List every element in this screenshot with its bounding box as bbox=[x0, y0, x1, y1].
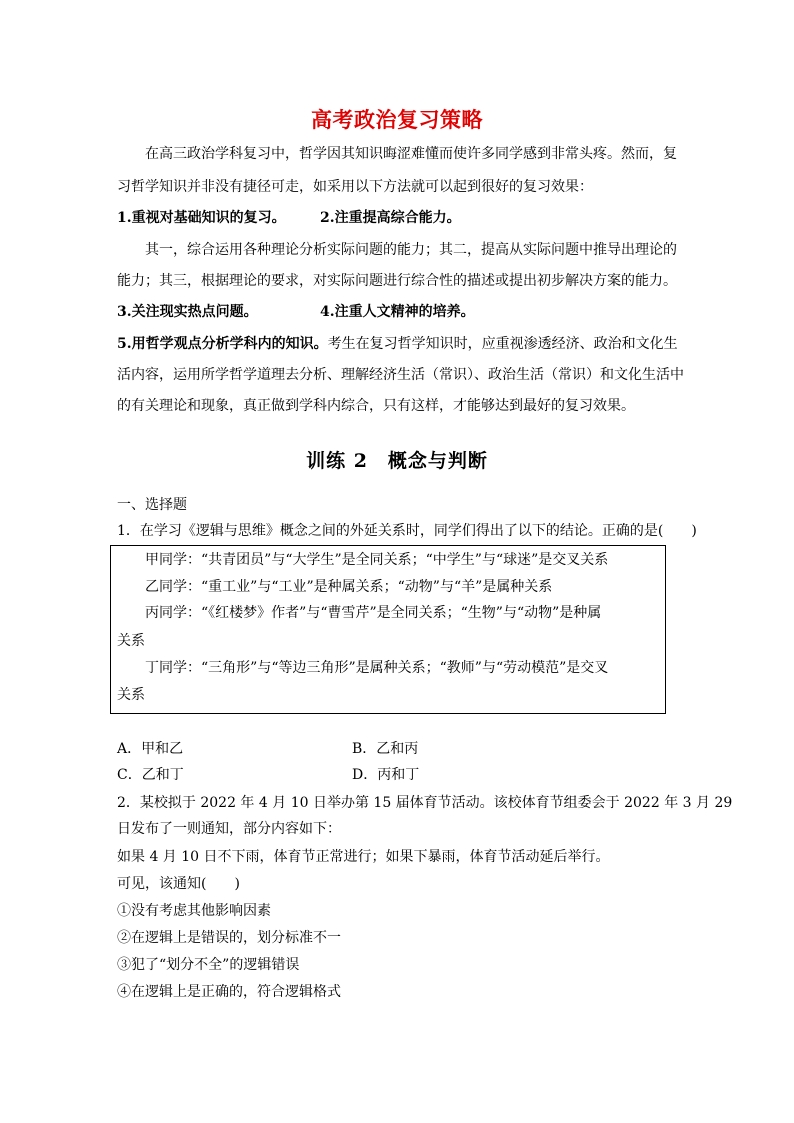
statement-bing: 丙同学：“《红楼梦》作者”与“曹雪芹”是全同关系；“生物”与“动物”是种属 bbox=[145, 605, 602, 621]
point-5-heading: 5.用哲学观点分析学科内的知识。 bbox=[117, 336, 328, 352]
question-2-stem-line-2: 日发布了一则通知，部分内容如下： bbox=[117, 821, 341, 837]
statement-jia: 甲同学：“共青团员”与“大学生”是全同关系；“中学生”与“球迷”是交叉关系 bbox=[145, 552, 609, 568]
section-heading: 一、选择题 bbox=[117, 497, 187, 513]
question-2-item-1: ①没有考虑其他影响因素 bbox=[117, 903, 271, 919]
question-2-notice: 如果 4 月 10 日不下雨，体育节正常进行；如果下暴雨，体育节活动延后举行。 bbox=[117, 849, 610, 865]
point-5-text: 考生在复习哲学知识时，应重视渗透经济、政治和文化生 bbox=[327, 336, 678, 352]
point-4: 4.注重人文精神的培养。 bbox=[320, 304, 475, 320]
question-2-item-4: ④在逻辑上是正确的，符合逻辑格式 bbox=[117, 984, 341, 1000]
point-2-detail-line-1: 其一，综合运用各种理论分析实际问题的能力；其二，提高从实际问题中推导出理论的 bbox=[145, 242, 677, 258]
intro-line-1: 在高三政治学科复习中，哲学因其知识晦涩难懂而使许多同学感到非常头疼。然而，复 bbox=[145, 146, 677, 162]
statement-ding: 丁同学：“三角形”与“等边三角形”是属种关系；“教师”与“劳动模范”是交叉 bbox=[145, 660, 609, 676]
point-5-line-1 bbox=[117, 335, 678, 353]
strategy-title: 高考政治复习策略 bbox=[311, 108, 483, 132]
intro-line-2: 习哲学知识并非没有捷径可走，如采用以下方法就可以起到很好的复习效果： bbox=[117, 179, 593, 195]
training-title: 训练 2 概念与判断 bbox=[306, 450, 488, 472]
option-a[interactable]: A．甲和乙 bbox=[117, 741, 184, 757]
option-c[interactable]: C．乙和丁 bbox=[117, 767, 184, 783]
point-5-line-3: 的有关理论和现象，真正做到学科内综合，只有这样，才能够达到最好的复习效果。 bbox=[117, 398, 635, 414]
statement-ding-cont: 关系 bbox=[117, 687, 145, 703]
question-2-item-2: ②在逻辑上是错误的，划分标准不一 bbox=[117, 930, 341, 946]
question-1-statements-box bbox=[110, 545, 666, 714]
option-d[interactable]: D．丙和丁 bbox=[352, 767, 420, 783]
statement-yi: 乙同学：“重工业”与“工业”是种属关系；“动物”与“羊”是属种关系 bbox=[145, 579, 553, 595]
point-3: 3.关注现实热点问题。 bbox=[117, 304, 258, 320]
question-2-stem-line-1: 2．某校拟于 2022 年 4 月 10 日举办第 15 届体育节活动。该校体育节组委会于 2022 年 3 月 29 bbox=[117, 795, 733, 811]
question-2-item-3: ③犯了“划分不全”的逻辑错误 bbox=[117, 957, 300, 973]
option-b[interactable]: B．乙和丙 bbox=[352, 741, 419, 757]
point-2: 2.注重提高综合能力。 bbox=[320, 210, 461, 226]
point-5-line-2: 活内容，运用所学哲学道理去分析、理解经济生活（常识）、政治生活（常识）和文化生活中 bbox=[117, 367, 684, 383]
statement-bing-cont: 关系 bbox=[117, 633, 145, 649]
question-2-ask: 可见，该通知( ) bbox=[117, 876, 240, 892]
point-1: 1.重视对基础知识的复习。 bbox=[117, 210, 286, 226]
question-1-stem: 1．在学习《逻辑与思维》概念之间的外延关系时，同学们得出了以下的结论。正确的是( ) bbox=[117, 523, 697, 539]
point-2-detail-line-2: 能力；其三，根据理论的要求，对实际问题进行综合性的描述或提出初步解决方案的能力。 bbox=[117, 273, 677, 289]
